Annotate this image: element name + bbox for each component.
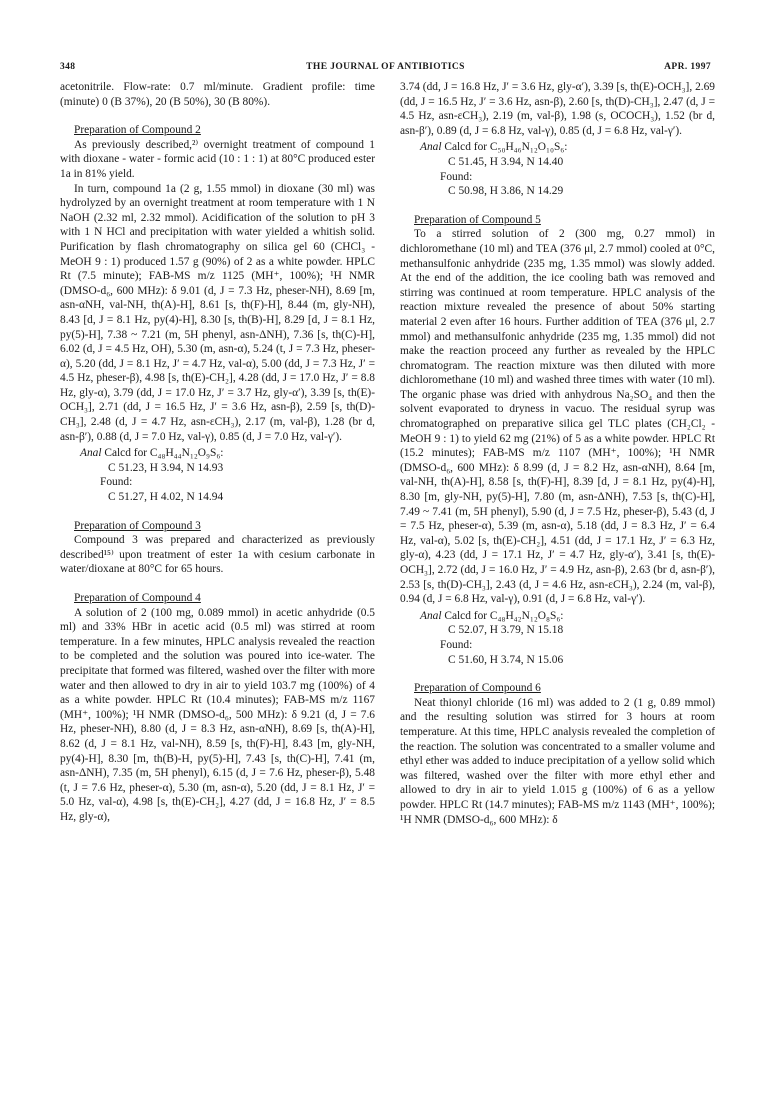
running-header bbox=[60, 62, 711, 76]
compound-3-paragraph: Compound 3 was prepared and characterized as previously described¹⁵⁾ upon treatment of ester 1a with cesium carbonate in water/dioxane at 80°C for 65 hours. bbox=[60, 534, 375, 576]
compound-4-paragraph: A solution of 2 (100 mg, 0.089 mmol) in acetic anhydride (0.5 ml) and 33% HBr in acetic acid (0.5 ml) was stirred at room temperature. In a few minutes, HPLC analysis revealed the reaction to be completed and the solution was poured into ice-water. The precipitate that formed was filtered, washed over the filter with more water and then allowed to dry in air to yield 103.7 mg (100%) of 4 as a white powder. HPLC Rt (10.4 minutes); FAB-MS m/z 1167 (MH⁺, 100%); ¹H NMR (DMSO-d₆, 500 MHz): δ 9.21 (d, J = 7.6 Hz, pheser-NH), 8.80 (d, J = 8.3 Hz, asn-αNH), 8.69 [s, th(A)-H], 8.62 (d, J = 8.1 Hz, val-NH), 8.59 [s, th(F)-H], 8.43 [m, gly-NH, py(4)-H], 8.30 [m, th(B)-H, py(5)-H], 7.43 [s, th(C)-H], 7.41 (m, asn-ΔNH), 7.35 (m, 5H phenyl), 6.15 (d, J = 7.6 Hz, pheser-β), 5.48 (t, J = 7.6 Hz, pheser-α), 5.30 (m, asn-α), 5.20 (dd, J = 8.1 Hz, J′ = 5.0 Hz, val-α), 4.98 [s, th(E)-CH₂], 4.27 (dd, J = 16.8 Hz, J′ = 8.5 Hz, gly-α), bbox=[60, 606, 375, 823]
anal-formula: Calcd for C₄₈H₄₄N₁₂O₉S₆: bbox=[101, 447, 224, 460]
left-column bbox=[60, 80, 375, 825]
compound-3-heading: Preparation of Compound 3 bbox=[74, 519, 201, 532]
anal-found-values: C 51.27, H 4.02, N 14.94 bbox=[108, 491, 224, 504]
anal-found-values: C 51.60, H 3.74, N 15.06 bbox=[448, 653, 564, 666]
anal-calcd-values: C 51.23, H 3.94, N 14.93 bbox=[108, 461, 224, 474]
anal-found-label: Found: bbox=[440, 638, 473, 651]
compound-2-paragraph-1: As previously described,²⁾ overnight treatment of compound 1 with dioxane - water - formic acid (10 : 1 : 1) at 80°C produced ester 1a in 81% yield. bbox=[60, 138, 375, 180]
anal-found-values: C 50.98, H 3.86, N 14.29 bbox=[448, 185, 564, 198]
anal-calcd-values: C 52.07, H 3.79, N 15.18 bbox=[448, 624, 564, 637]
anal-formula: Calcd for C₄₈H₄₂N₁₂O₈S₆: bbox=[441, 609, 564, 622]
compound-5-paragraph: To a stirred solution of 2 (300 mg, 0.27 mmol) in dichloromethane (10 ml) and TEA (376 μl, 2.7 mmol) cooled at 0°C, methansulfonic anhydride (235 mg, 1.35 mmol) was slowly added. At the end of the addition, the ice cooling bath was removed and stirring was continued at room temperature. HPLC analysis of the reaction mixture revealed the presence of about 50% starting material 2 even after 16 hours. Further addition of TEA (376 μl, 2.7 mmol) and methansulfonic anhydride (235 mg, 1.35 mmol) did not make the reaction proceed any further as revealed by the HPLC chromatogram. The reaction mixture was then diluted with more dichloromethane (10 ml) and washed three times with water (10 ml). The organic phase was dried with anhydrous Na₂SO₄ and then the solvent evaporated to dryness in vacuo. The residual syrup was chromatographed on preparative silica gel TLC plates (CH₂Cl₂ - MeOH 9 : 1) to yield 62 mg (21%) of 5 as a white powder. HPLC Rt (15.2 minutes); FAB-MS m/z 1107 (MH⁺, 100%); ¹H NMR (DMSO-d₆, 600 MHz): δ 8.99 (d, J = 8.2 Hz, asn-αNH), 8.64 [m, val-NH, th(A)-H], 8.58 [s, th(F)-H], 8.39 [d, J = 8.1 Hz, py(4)-H], 8.30 [m, gly-NH, py(5)-H], 7.80 (m, asn-ΔNH), 7.53 [s, th(C)-H], 7.49 ~ 7.41 (m, 5H phenyl), 5.90 (d, J = 7.5 Hz, pheser-β), 5.43 (d, J = 7.5 Hz, pheser-α), 5.39 (m, asn-α), 5.18 (dd, J = 8.3 Hz, J′ = 6.4 Hz, val-α), 5.02 [s, th(E)-CH₂], 4.51 (dd, J = 17.1 Hz, J′ = 6.3 Hz, gly-α), 4.23 (dd, J = 17.1 Hz, J′ = 4.7 Hz, gly-α′), 3.41 [s, th(E)-OCH₃], 2.72 (dd, J = 16.0 Hz, J′ = 4.9 Hz, asn-β), 2.63 (br d, asn-β′), 2.53 [s, th(D)-CH₃], 2.43 (d, J = 4.6 Hz, asn-εCH₃), 2.24 (m, val-β), 0.94 (d, J = 6.8 Hz, val-γ), 0.91 (d, J = 6.8 Hz, val-γ′). bbox=[400, 228, 715, 606]
compound-6-paragraph: Neat thionyl chloride (16 ml) was added to 2 (1 g, 0.89 mmol) and the resulting solution was stirred for 3 hours at room temperature. At this time, HPLC analysis revealed the completion of the reaction. The solution was concentrated to a smaller volume and ethyl ether was added to induce precipitation of a yellow solid which was filtered, washed over the filter with more ethyl ether and allowed to dry in air to yield 1.015 g (100%) of 6 as a yellow powder. HPLC Rt (14.7 minutes); FAB-MS m/z 1143 (MH⁺, 100%); ¹H NMR (DMSO-d₆, 600 MHz): δ bbox=[400, 696, 715, 826]
issue-date: APR. 1997 bbox=[664, 62, 711, 72]
anal-label: Anal bbox=[80, 447, 102, 460]
compound-5-heading: Preparation of Compound 5 bbox=[414, 213, 541, 226]
compound-2-heading: Preparation of Compound 2 bbox=[74, 124, 201, 137]
anal-label: Anal bbox=[420, 141, 442, 154]
compound-5-analysis bbox=[400, 609, 715, 667]
compound-4-continued: 3.74 (dd, J = 16.8 Hz, J′ = 3.6 Hz, gly-α′), 3.39 [s, th(E)-OCH₃], 2.69 (dd, J = 16.5 Hz, J′ = 3.6 Hz, asn-β), 2.60 [s, th(D)-CH₃], 2.47 (d, J = 4.5 Hz, asn-εCH₃), 2.19 (m, val-β), 1.98 (s, OCOCH₃), 1.52 (br d, asn-β′), 0.89 (d, J = 6.8 Hz, val-γ), 0.85 (d, J = 6.8 Hz, val-γ′). bbox=[400, 81, 715, 137]
right-column bbox=[400, 80, 715, 827]
anal-found-label: Found: bbox=[440, 170, 473, 183]
compound-6-heading: Preparation of Compound 6 bbox=[414, 682, 541, 695]
page-number: 348 bbox=[60, 62, 76, 72]
compound-2-paragraph-2: In turn, compound 1a (2 g, 1.55 mmol) in dioxane (30 ml) was hydrolyzed by an overnight treatment at room temperature with 1 N NaOH (2.32 ml, 2.32 mmol). Acidification of the solution to pH 3 with 1 N HCl and precipitation with water yielded a whitish solid. Purification by flash chromatography on silica gel 60 (CHCl₃ - MeOH 9 : 1) produced 1.57 g (90%) of 2 as a white powder. HPLC Rt (7.5 minute); FAB-MS m/z 1125 (MH⁺, 100%); ¹H NMR (DMSO-d₆, 600 MHz): δ 9.01 (d, J = 7.3 Hz, pheser-NH), 8.69 [m, asn-αNH, val-NH, th(A)-H], 8.61 [s, th(F)-H], 8.44 (m, gly-NH), 8.43 [d, J = 8.1 Hz, py(4)-H], 8.30 [s, th(B)-H], 8.29 [d, J = 8.1 Hz, py(5)-H], 7.38 ~ 7.21 (m, 5H phenyl, asn-ΔNH), 7.36 [s, th(C)-H], 6.02 (d, J = 4.5 Hz, OH), 5.30 (m, asn-α), 5.24 (t, J = 7.3 Hz, pheser-α), 5.20 (dd, J = 8.1 Hz, J′ = 4.7 Hz, val-α), 5.00 (dd, J = 7.3 Hz, J′ = 4.5 Hz, pheser-β), 4.98 [s, th(E)-CH₂], 4.28 (dd, J = 17.0 Hz, J′ = 8.8 Hz, gly-α), 3.79 (dd, J = 17.0 Hz, J′ = 3.7 Hz, gly-α′), 3.39 [s, th(E)-OCH₃], 2.71 (dd, J = 16.5 Hz, J′ = 3.6 Hz, asn-β), 2.59 [s, th(D)-CH₃], 2.48 (d, J = 4.7 Hz, asn-εCH₃), 2.17 (m, val-β), 1.28 (br d, asn-β′), 0.88 (d, J = 7.0 Hz, val-γ), 0.85 (d, J = 7.0 Hz, val-γ′). bbox=[60, 182, 375, 443]
anal-formula: Calcd for C₅₀H₄₆N₁₂O₁₀S₆: bbox=[441, 141, 568, 154]
intro-paragraph: acetonitrile. Flow-rate: 0.7 ml/minute. Gradient profile: time (minute) 0 (B 37%), 20 (B 50%), 30 (B 80%). bbox=[60, 81, 375, 108]
anal-found-label: Found: bbox=[100, 476, 133, 489]
journal-title: THE JOURNAL OF ANTIBIOTICS bbox=[306, 62, 465, 72]
compound-4-heading: Preparation of Compound 4 bbox=[74, 592, 201, 604]
compound-2-analysis bbox=[60, 446, 375, 504]
compound-4-analysis bbox=[400, 140, 715, 198]
anal-label: Anal bbox=[420, 609, 442, 622]
anal-calcd-values: C 51.45, H 3.94, N 14.40 bbox=[448, 155, 564, 168]
